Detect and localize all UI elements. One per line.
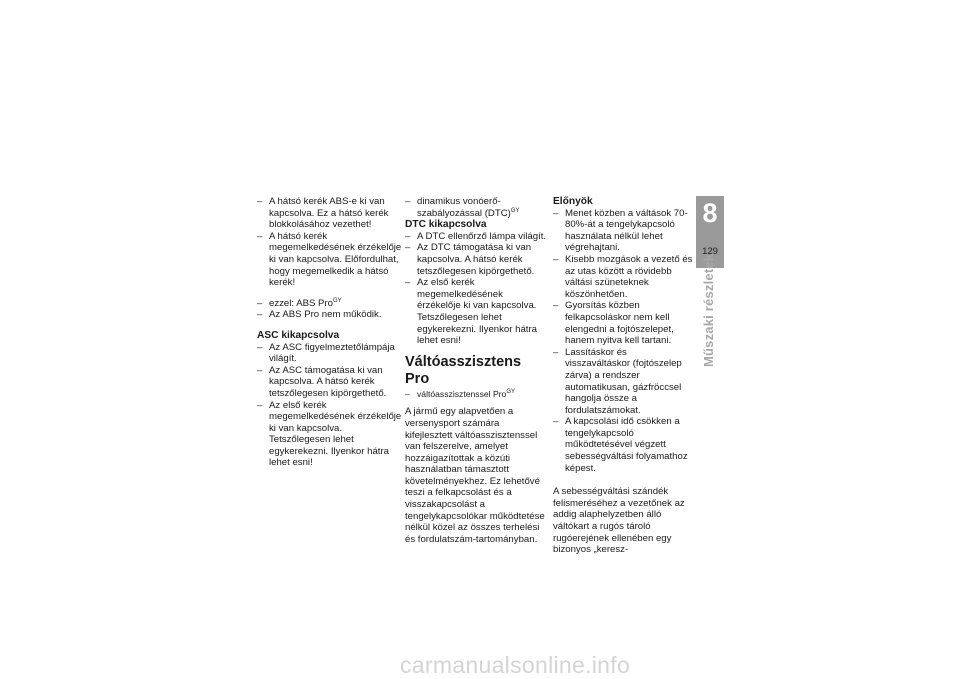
list-item <box>405 196 548 219</box>
section-heading-valtoasszisztens: Váltóasszisztens Pro <box>405 353 522 387</box>
condition-text: váltóasszisztenssel Pro <box>417 388 507 399</box>
watermark: carmanualsonline.info <box>400 652 631 678</box>
list-item: – Az DTC támogatása ki van kapcsolva. A hátsó kerék tetszőlegesen kipörgethető. <box>405 242 548 277</box>
list-item: – Lassításkor és visszaváltáskor (fojtószelep zárva) a rendszer automatikusan, gázfröccsel hangolja össze a fordulatszámokat. <box>553 347 693 417</box>
superscript-gy: GY <box>333 297 342 304</box>
list-item: – Kisebb mozgások a vezető és az utas között a rövidebb váltási szüneteknek köszönhetően. <box>553 254 693 300</box>
column-2 <box>405 196 548 545</box>
list-item: – Az ABS Pro nem működik. <box>257 309 404 321</box>
list-item: – A kapcsolási idő csökken a tengelykapcsoló működtetésével végzett sebességváltási folyamathoz képest. <box>553 416 693 474</box>
list-item: – Az ASC figyelmeztetőlámpája világít. <box>257 342 404 365</box>
superscript-gy: GY <box>506 388 515 395</box>
asc-heading: ASC kikapcsolva <box>257 329 340 341</box>
chapter-number: 8 <box>702 198 718 228</box>
advantages-heading: Előnyök <box>553 196 593 207</box>
list-item: – A hátsó kerék megemelkedésének érzékelője ki van kapcsolva. Előfordulhat, hogy megemelkedik a hátsó kerék! <box>257 231 404 289</box>
list-item: – Menet közben a váltások 70-80%-át a tengelykapcsoló használata nélkül lehet végrehajtani. <box>553 208 693 254</box>
side-chapter-title: Műszaki részletek <box>701 253 716 367</box>
condition-text: dinamikus vonóerő-szabályozással (DTC) <box>417 196 511 219</box>
column-3 <box>553 196 693 556</box>
body-paragraph: A jármű egy alapvetően a versenysport számára kifejlesztett váltóasszisztenssel van felszerelve, amelyet hozzáigazítottak a közúti használatban támasztott követelményekhez. Ez lehetővé teszi a felkapcsolást és a visszakapcsolást a tengelykapcsolókar működtetése nélkül közel az összes terhelési és fordulatszám-tartományban. <box>405 406 545 545</box>
list-item: – Az első kerék megemelkedésének érzékelője ki van kapcsolva. Tetszőlegesen lehet egykerekezni. Ilyenkor hátra lehet esni! <box>405 277 548 347</box>
condition-text: ezzel: ABS Pro <box>269 297 333 309</box>
body-paragraph: A sebességváltási szándék felismeréséhez a vezetőnek az addig alaphelyzetben álló váltókart a rugós tároló rugóerejének ellenében egy bizonyos „keresz- <box>553 486 685 556</box>
list-item: – A DTC ellenőrző lámpa világít. <box>405 231 548 243</box>
list-item: – Az ASC támogatása ki van kapcsolva. A hátsó kerék tetszőlegesen kipörgethető. <box>257 365 404 400</box>
list-item: – Gyorsítás közben felkapcsoláskor nem kell elengedni a fojtószelepet, hanem nyitva kell tartani. <box>553 300 693 346</box>
column-1 <box>257 196 404 469</box>
list-item <box>257 298 404 310</box>
list-item <box>405 389 548 401</box>
list-item: – A hátsó kerék ABS-e ki van kapcsolva. Ez a hátsó kerék blokkolásához vezethet! <box>257 196 404 231</box>
list-item: – Az első kerék megemelkedésének érzékelője ki van kapcsolva. Tetszőlegesen lehet egykerekezni. Ilyenkor hátra lehet esni! <box>257 400 404 470</box>
page-number: 129 <box>702 246 718 257</box>
superscript-gy: GY <box>510 207 520 214</box>
dtc-heading: DTC kikapcsolva <box>405 219 487 231</box>
